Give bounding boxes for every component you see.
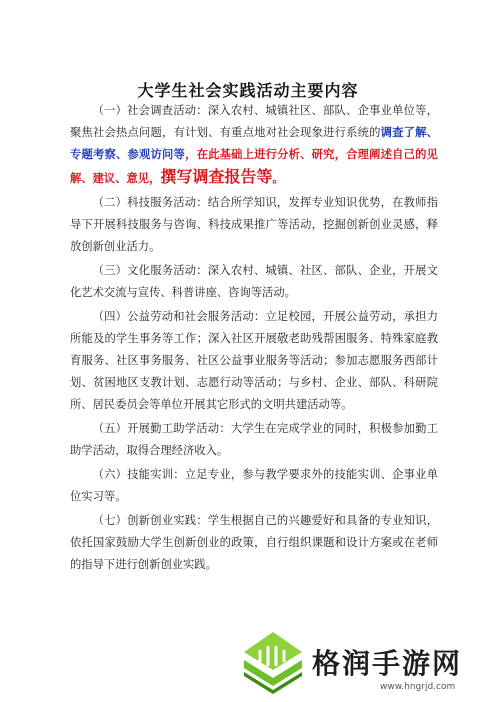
section-social-survey (70, 100, 438, 190)
section-1-end: 。 (272, 172, 284, 185)
section-1-red-highlight: ，在此基础上进行分析、研究，合理阐述自己的见解、建议、意见， (70, 148, 438, 185)
section-culture-service: （三）文化服务活动：深入农村、城镇、社区、部队、企业，开展文化艺术交流与宣传、科普讲座、咨询等活动。 (70, 264, 438, 299)
section-public-welfare: （四）公益劳动和社会服务活动：立足校园，开展公益劳动，承担力所能及的学生事务等工作；深入社区开展敬老助残帮困服务、特殊家庭教育服务、社区事务服务、社区公益事业服务等活动；参加志愿服务西部计划、贫困地区支教计划、志愿行动等活动；与乡村、企业、部队、科研院所、居民委员会等单位开展其它形式的文明共建活动等。 (70, 310, 438, 411)
section-skill-training: （六）技能实训：立足专业，参与教学要求外的技能实训、企事业单位实习等。 (70, 468, 438, 503)
green-stack-logo-icon (238, 626, 308, 694)
section-1-lead: （一）社会调查活动：深入农村、城镇社区、部队、企事业单位等，聚焦社会热点问题，有计划、有重点地对社会现象进行系统的 (70, 104, 438, 139)
section-work-study: （五）开展勤工助学活动：大学生在完成学业的同时，积极参加勤工助学活动，取得合理经济收入。 (70, 422, 438, 457)
document-title: 大学生社会实践活动主要内容 (137, 81, 359, 100)
section-1-big-highlight: 撰写调查报告等 (160, 167, 273, 186)
document-body (70, 100, 438, 578)
section-tech-service: （二）科技服务活动：结合所学知识，发挥专业知识优势，在教师指导下开展科技服务与咨询、科技成果推广等活动，挖掘创新创业灵感，释放创新创业活力。 (70, 196, 438, 253)
section-1-blue-highlight: 调查了解、专题考察、参观访问等 (70, 126, 438, 161)
section-innovation: （七）创新创业实践：学生根据自己的兴趣爱好和具备的专业知识，依托国家鼓励大学生创新创业的政策，自行组织课题和设计方案或在老师的指导下进行创新创业实践。 (70, 514, 438, 571)
watermark-url: www.hngrjd.com (380, 682, 456, 692)
watermark-brand: 格润手游网 (312, 647, 463, 680)
